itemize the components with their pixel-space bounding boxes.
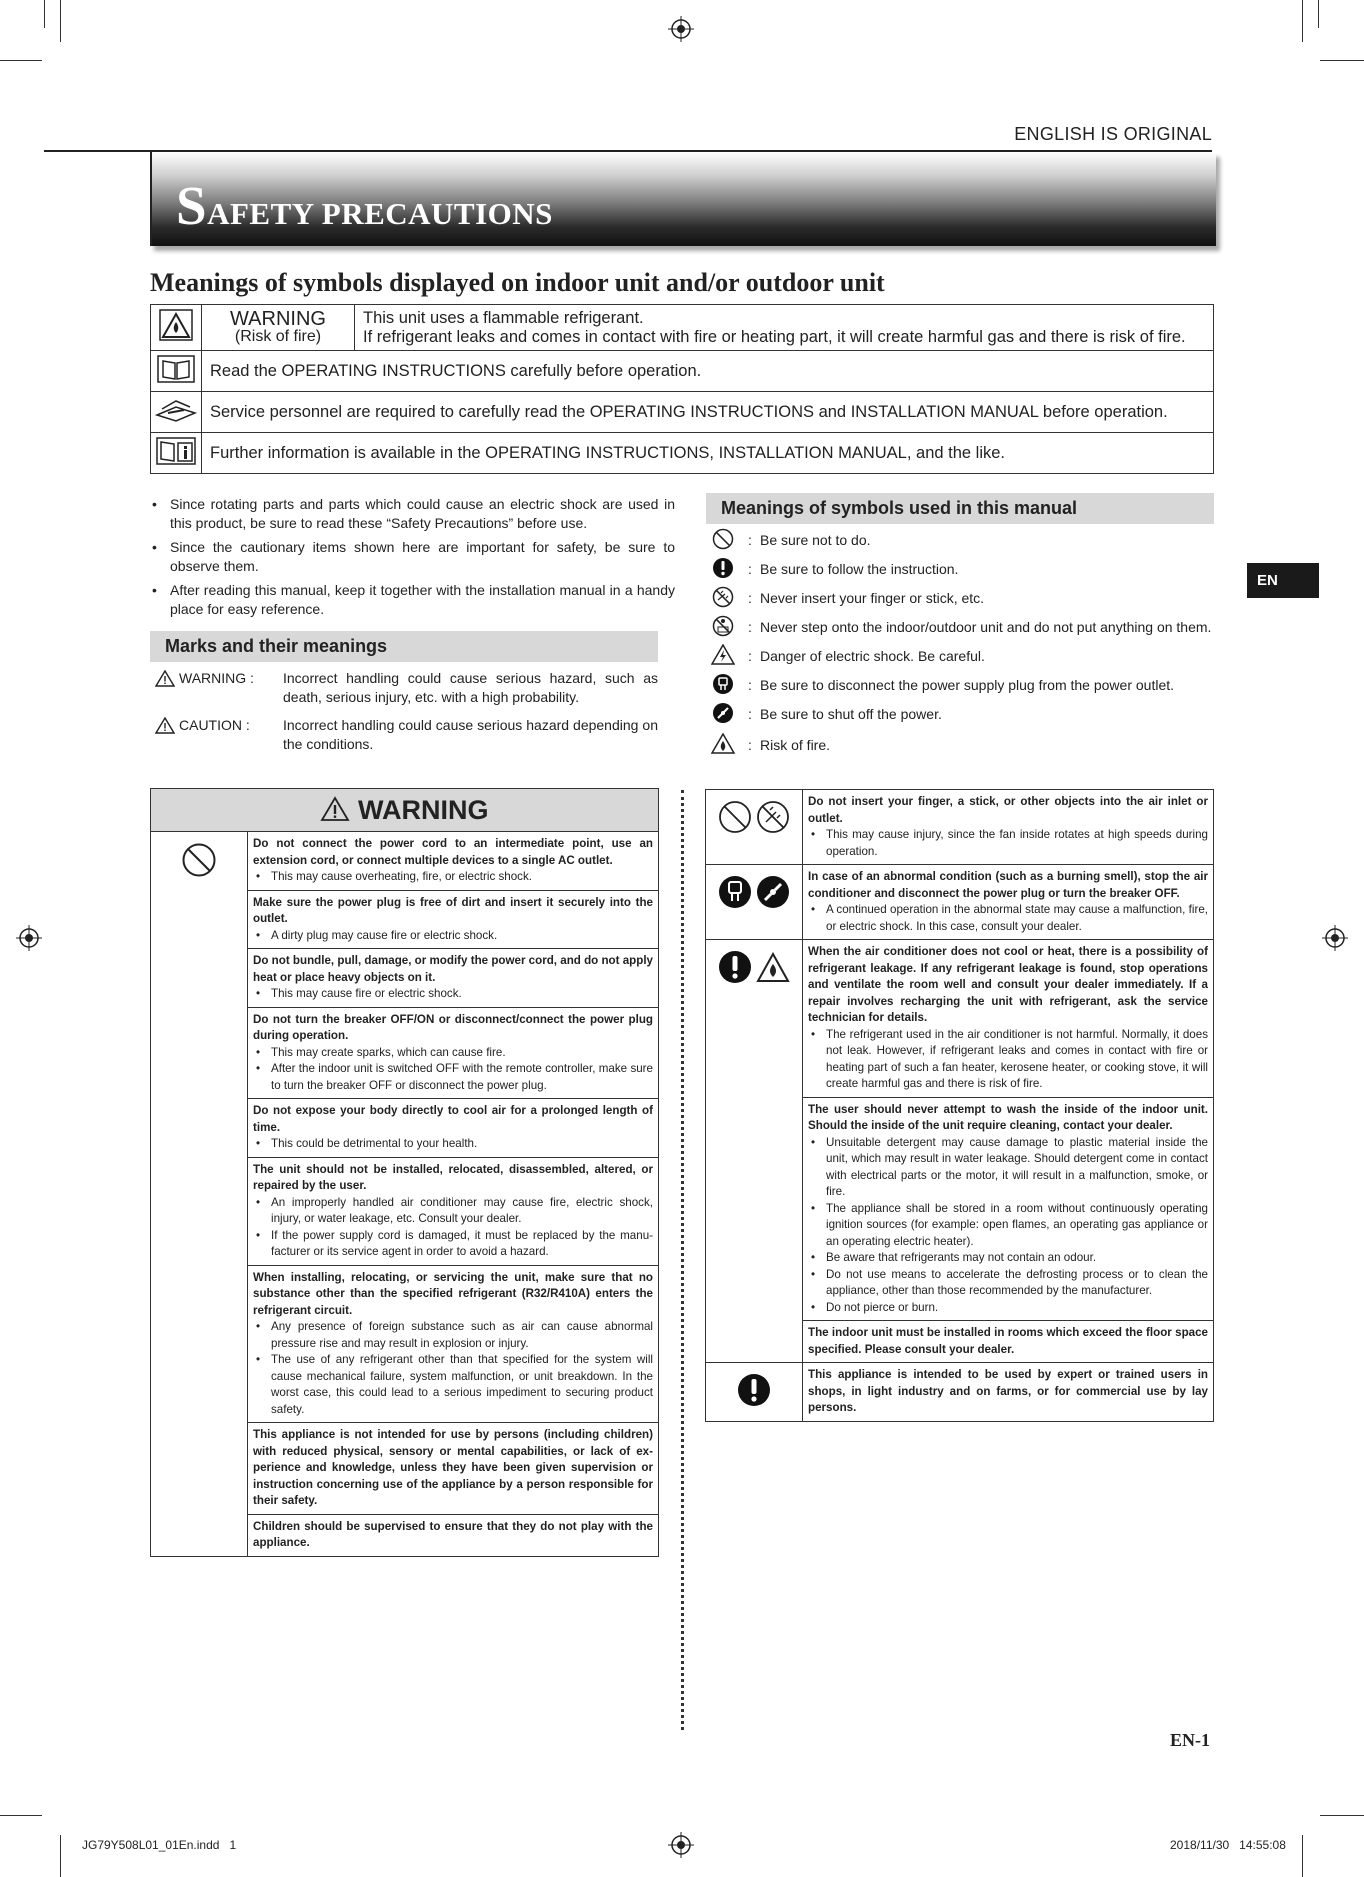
row-bullet: • An improperly handled air conditioner may cause fire, electric shock, injury, or water leakage, etc. Consult your dealer. [271,1195,653,1228]
prohibited-icon [712,528,734,550]
row-bullet: • Be aware that refrigerants may not contain an odour. [826,1250,1208,1267]
intro-bullets [150,495,675,624]
unplug-icon [712,673,734,695]
table-row [803,1363,1214,1422]
registration-mark-bottom [668,1832,694,1858]
page-number: EN-1 [1170,1730,1210,1750]
warning-line-2: If refrigerant leaks and comes in contact with fire or heating part, it will create harmful gas and there is risk of fire. [363,327,1186,346]
fire-warning-icon [151,305,202,351]
row-bullet: • This could be detrimental to your health. [271,1136,653,1153]
symbol-meaning: Risk of fire. [760,737,831,753]
service-instructions-text: Service personnel are required to carefully read the OPERATING INSTRUCTIONS and INSTALLATION MANUAL before operation. [202,392,1214,433]
row-heading: Do not expose your body directly to cool air for a prolonged length of time. [253,1104,653,1134]
further-info-text: Further information is available in the OPERATING INSTRUCTIONS, INSTALLATION MANUAL, and the like. [202,433,1214,474]
table-row [248,949,659,1008]
warning-table-continued [705,789,1214,1422]
table-row [248,1007,659,1099]
colon: : [748,706,752,722]
title-banner [150,152,1216,246]
table-row [248,1514,659,1556]
no-step-icon [711,615,735,637]
table-row [248,1265,659,1423]
warning-table-header [151,789,659,832]
symbol-meaning: Never insert your finger or stick, etc. [760,590,985,606]
column-divider [681,790,684,1730]
row-heading: This appliance is not intended for use by persons (including children) with reduced physical, sensory or mental capabilities, or lack of ex-perience and knowledge, unless they have been given supervision or instruction concerning use of the appliance by a person responsible for their safety. [253,1428,653,1507]
mandatory-icon [737,1373,771,1407]
marks-title: Marks and their meanings [150,631,658,662]
unit-symbols-table [150,304,1214,474]
symbols-section-title: Meanings of symbols displayed on indoor unit and/or outdoor unit [150,268,885,297]
warning-line-1: This unit uses a flammable refrigerant. [363,308,644,327]
list-item [706,557,1214,582]
power-off-icon [712,702,734,724]
icon-cell [706,1363,803,1422]
caution-meaning: Incorrect handling could cause serious hazard depending on the conditions. [283,717,658,752]
symbol-meaning: Be sure not to do. [760,532,871,548]
list-item: • Since rotating parts and parts which could cause an electric shock are used in this product, be sure to read these “Safety Precautions” before use. [170,495,675,533]
row-heading: The user should never attempt to wash the inside of the indoor unit. Should the inside of the unit require cleaning, contact your dealer. [808,1102,1208,1132]
warning-label: WARNING [230,307,326,330]
row-heading: This appliance is intended to be used by expert or trained users in shops, in light industry and on farms, or for commercial use by lay persons. [808,1368,1208,1414]
registration-mark-right [1322,925,1348,951]
info-book-icon [151,433,202,474]
prohibited-icon [181,842,217,878]
row-heading: Do not bundle, pull, damage, or modify the power cord, and do not apply heat or place heavy objects on it. [253,954,653,984]
list-item [706,673,1214,698]
no-finger-icon [711,586,735,608]
caution-triangle-icon [155,717,175,734]
list-item [706,702,1214,727]
row-heading: Make sure the power plug is free of dirt and insert it securely into the outlet. [253,895,653,925]
row-heading: When the air conditioner does not cool or heat, there is a possibility of refrigerant leakage. If any refrigerant leakage is found, stop operations and ventilate the room well and consult your dealer immediately. If a repair involves recharging the unit with refrigerant, ask the service technician for details. [808,945,1208,1024]
list-item [706,615,1214,640]
mandatory-icon [718,950,752,984]
file-name: JG79Y508L01_01En.indd 1 [82,1838,237,1852]
table-row [803,940,1214,1098]
fire-risk-icon [711,733,735,755]
warning-table-title: WARNING [358,795,489,825]
colon: : [748,561,752,577]
row-bullet: • A continued operation in the abnormal state may cause a malfunction, fire, or electric shock. In this case, consult your dealer. [826,902,1208,935]
registration-mark-top [668,16,694,42]
registration-mark-left [16,925,42,951]
warning-key: WARNING : [179,670,254,686]
icon-cell [706,940,803,1363]
row-bullet: • Do not use means to accelerate the defrosting process or to clean the appliance, other than those recommended by the manufacturer. [826,1267,1208,1300]
colon: : [748,619,752,635]
table-row [248,1099,659,1158]
symbol-meaning: Danger of electric shock. Be careful. [760,648,985,664]
row-bullet: • This may cause fire or electric shock. [271,986,653,1003]
unplug-icon [718,875,752,909]
caution-key: CAUTION : [179,717,250,733]
row-bullet: • Do not pierce or burn. [826,1300,1208,1317]
title-initial: S [176,175,208,236]
list-item [706,528,1214,553]
row-heading: In case of an abnormal condition (such as a burning smell), stop the air conditioner and disconnect the power plug or turn the breaker OFF. [808,870,1208,900]
colon: : [748,737,752,753]
row-heading: The indoor unit must be installed in rooms which exceed the floor space specified. Please consult your dealer. [808,1326,1208,1356]
language-tab[interactable]: EN [1247,563,1319,598]
marks-section [150,631,658,754]
symbol-meaning: Be sure to disconnect the power supply plug from the power outlet. [760,677,1175,693]
english-original-note: ENGLISH IS ORIGINAL [1014,124,1212,144]
row-heading: The unit should not be installed, relocated, disassembled, altered, or repaired by the user. [253,1162,653,1192]
list-item: • After reading this manual, keep it together with the installation manual in a handy place for easy reference. [170,581,675,619]
power-off-icon [756,875,790,909]
table-row [248,890,659,949]
table-row [803,1097,1214,1321]
warning-table [150,788,659,1557]
table-row [248,1423,659,1515]
row-bullet: • This may cause injury, since the fan inside rotates at high speeds during operation. [826,827,1208,860]
symbol-meaning: Be sure to shut off the power. [760,706,942,722]
service-manual-icon [151,392,202,433]
warning-header-icon [320,796,350,822]
row-heading: Do not insert your finger, a stick, or other objects into the air inlet or outlet. [808,795,1208,825]
table-row [248,1157,659,1265]
row-heading: Do not turn the breaker OFF/ON or disconnect/connect the power plug during operation. [253,1012,653,1042]
warning-sublabel: (Risk of fire) [234,327,322,345]
symbol-meaning: Be sure to follow the instruction. [760,561,959,577]
row-bullet: • This may cause overheating, fire, or electric shock. [271,869,653,886]
list-item [706,586,1214,611]
row-bullet: • The use of any refrigerant other than that specified for the system will cause mechanical failure, system malfunction, or unit breakdown. In the worst case, this could lead to a serious impediment to securing product safety. [271,1352,653,1418]
warning-description [355,305,1214,351]
colon: : [748,532,752,548]
table-row [803,865,1214,940]
icon-cell [706,865,803,940]
mandatory-icon [712,557,734,579]
list-item [706,644,1214,669]
colon: : [748,648,752,664]
print-timestamp: 2018/11/30 14:55:08 [1170,1838,1286,1852]
row-bullet: • After the indoor unit is switched OFF with the remote controller, make sure to turn the breaker OFF or disconnect the power plug. [271,1061,653,1094]
row-bullet: • The refrigerant used in the air conditioner is not harmful. Normally, it does not leak. However, if refrigerant leaks and comes in contact with fire or heating part of such a fan heater, kerosene heater, or cooking stove, it will create harmful gas and there is risk of fire. [826,1027,1208,1093]
fire-risk-icon [756,952,790,984]
warning-mark-row [150,669,658,707]
electric-shock-icon [711,644,735,666]
warning-label-cell [202,305,355,351]
warning-icon-cell [151,832,248,1557]
caution-mark-row [150,716,658,754]
list-item [706,733,1214,758]
no-finger-icon [756,800,790,834]
row-bullet: • A dirty plug may cause fire or electric shock. [271,928,653,945]
row-bullet: • The appliance shall be stored in a room without continuously operating ignition sources (for example: open flames, an operating gas appliance or an operating electric heater). [826,1201,1208,1251]
warning-meaning: Incorrect handling could cause serious hazard, such as death, serious injury, etc. with a high probability. [283,670,658,705]
row-heading: Do not connect the power cord to an intermediate point, use an extension cord, or connect multiple devices to a single AC outlet. [253,837,653,867]
icon-cell [706,790,803,865]
row-bullet: • If the power supply cord is damaged, it must be replaced by the manu-facturer or its service agent in order to avoid a hazard. [271,1228,653,1261]
list-item: • Since the cautionary items shown here are important for safety, be sure to observe them. [170,538,675,576]
row-bullet: • Any presence of foreign substance such as air can cause abnormal pressure rise and may result in explosion or injury. [271,1319,653,1352]
prohibited-icon [718,800,752,834]
row-heading: Children should be supervised to ensure that they do not play with the appliance. [253,1519,653,1549]
page-title [176,174,553,237]
table-row [803,790,1214,865]
row-heading: When installing, relocating, or servicing the unit, make sure that no substance other than the specified refrigerant (R32/R410A) enters the refrigerant circuit. [253,1270,653,1317]
warning-triangle-icon [155,670,175,687]
title-rest: AFETY PRECAUTIONS [207,196,553,231]
colon: : [748,677,752,693]
symbol-meaning: Never step onto the indoor/outdoor unit and do not put anything on them. [760,619,1212,635]
book-icon [151,351,202,392]
table-row [248,832,659,891]
table-row [803,1321,1214,1363]
colon: : [748,590,752,606]
manual-symbols-title: Meanings of symbols used in this manual [706,493,1214,524]
manual-symbols-section [706,493,1214,758]
read-instructions-text: Read the OPERATING INSTRUCTIONS carefully before operation. [202,351,1214,392]
row-bullet: • This may create sparks, which can cause fire. [271,1045,653,1062]
row-bullet: • Unsuitable detergent may cause damage to plastic material inside the unit, which may result in water leakage. Should detergent come in contact with electrical parts or the motor, it will result in a malfunction, smoke, or fire. [826,1135,1208,1201]
